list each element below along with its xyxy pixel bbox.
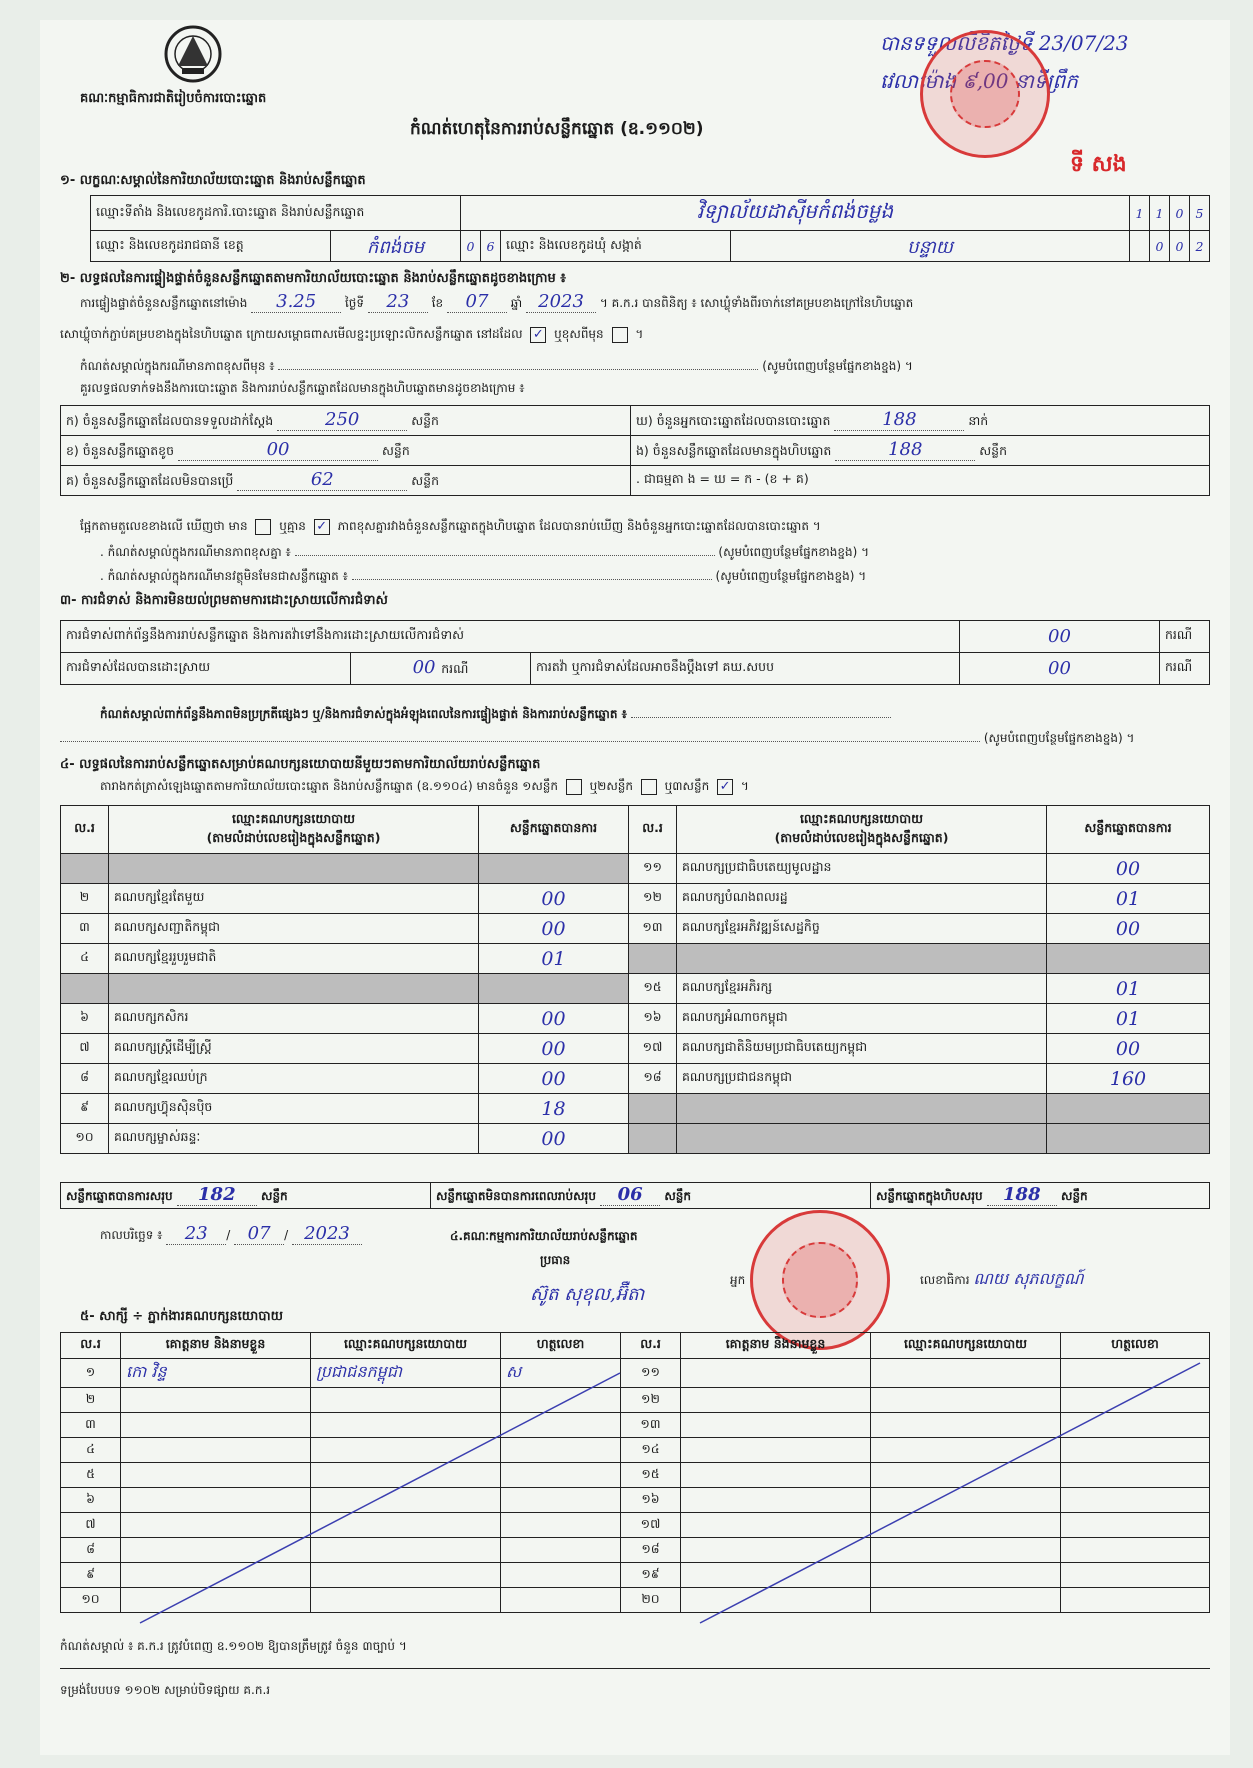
- party-no-cell: ២: [61, 884, 109, 914]
- total-box-label: សន្លឹកឆ្នោតក្នុងហិបសរុប: [876, 1189, 983, 1203]
- diff-note-suffix: (សូមបំពេញបន្ថែមផ្នែកខាងខ្នង) ។: [762, 359, 913, 373]
- resolved-label: ការជំទាស់ដែលបានដោះស្រាយ: [61, 653, 351, 685]
- party-name-cell: គណបក្សប្រជាជនកម្ពុជា: [677, 1064, 1047, 1094]
- w-col-sign-right: ហត្ថលេខា: [1061, 1333, 1210, 1359]
- objection-table: [60, 620, 1210, 685]
- form-page: [40, 20, 1230, 1755]
- col-party-left-title: ឈ្មោះគណបក្សនយោបាយ: [231, 810, 356, 826]
- witness-no-cell: ១៣: [621, 1413, 681, 1438]
- note-object-suffix: (សូមបំពេញបន្ថែមផ្នែកខាងខ្នង) ។: [715, 569, 867, 583]
- party-votes-cell: [479, 974, 629, 1004]
- province-code-1: 0: [461, 231, 481, 262]
- party-no-cell: ៨: [61, 1064, 109, 1094]
- total-box-value: 188: [987, 1185, 1057, 1206]
- ballot-count-table: [60, 405, 1210, 496]
- party-votes-cell: 01: [1047, 974, 1210, 1004]
- table-row: [61, 944, 1210, 974]
- section5-title: ៥- សាក្សី ÷ ភ្នាក់ងារគណបក្សនយោបាយ: [80, 1309, 283, 1324]
- two-sheet-checkbox[interactable]: [641, 779, 657, 795]
- total-invalid-value: 06: [600, 1185, 660, 1206]
- col-votes-right: សន្លឹកឆ្នោតបានការ: [1047, 806, 1210, 854]
- three-sheet-checkbox[interactable]: ✓: [717, 779, 733, 795]
- station-code-3: 0: [1170, 196, 1190, 231]
- party-votes-cell: 00: [1047, 854, 1210, 884]
- party-votes-cell: 00: [479, 1124, 629, 1154]
- note-object-line: [100, 568, 866, 586]
- party-name-cell: គណបក្សស្ត្រីដើម្បីស្ត្រី: [109, 1034, 479, 1064]
- two-sheet-label: ឬ២សន្លឹក: [589, 779, 634, 793]
- party-votes-cell: 01: [479, 944, 629, 974]
- witness-no-cell: ៩: [61, 1563, 121, 1588]
- party-votes-cell: [479, 854, 629, 884]
- tally-sheets-label: តារាងកត់ត្រាសំឡេងឆ្នោតតាមការិយាល័យបោះឆ្នោត និងរាប់សន្លឹកឆ្នោត (ឧ.១១០៤) មានចំនួន ១សន្លឹក: [100, 779, 558, 793]
- table-row: [61, 884, 1210, 914]
- table-row: [61, 1034, 1210, 1064]
- party-name-cell: គណបក្សហ៊្វុនស៊ិនប៉ិច: [109, 1094, 479, 1124]
- table-row: [61, 1004, 1210, 1034]
- note-diff-label: . កំណត់សម្គាល់ក្នុងករណីមានភាពខុសគ្នា ៖: [100, 545, 291, 559]
- resolved-value: [351, 653, 531, 685]
- party-votes-cell: [1047, 1094, 1210, 1124]
- col-party-right: [677, 806, 1047, 854]
- note-diff-suffix: (សូមបំពេញបន្ថែមផ្នែកខាងខ្នង) ។: [718, 545, 869, 559]
- same-checkbox[interactable]: ✓: [530, 327, 546, 343]
- party-no-cell: ៤: [61, 944, 109, 974]
- count-d: [631, 406, 1210, 436]
- station-code-2: 1: [1150, 196, 1170, 231]
- province-code-2: 6: [481, 231, 501, 262]
- party-votes-cell: 01: [1047, 884, 1210, 914]
- footnote: កំណត់សម្គាល់ ៖ គ.ក.រ ត្រូវបំពេញ ឧ.១១០២ ឱ្យបានត្រឹមត្រូវ ចំនួន ៣ច្បាប់ ។: [60, 1639, 407, 1653]
- party-no-cell: ៣: [61, 914, 109, 944]
- chair-label: ប្រធាន: [540, 1253, 571, 1267]
- party-votes-cell: [1047, 944, 1210, 974]
- count-c-value: 62: [237, 470, 407, 491]
- party-no-cell: ១៥: [629, 974, 677, 1004]
- tally-sheets-line: តារាងកត់ត្រាសំឡេងឆ្នោតតាមការិយាល័យបោះឆ្នោត និងរាប់សន្លឹកឆ្នោត (ឧ.១១០៤) មានចំនួន ១សន្លឹក ឬ២សន្លឹក ឬ៣សន្លឹក ✓ ។: [100, 778, 749, 794]
- count-a: [61, 406, 631, 436]
- table-row: [61, 914, 1210, 944]
- province-value: កំពង់ចម: [366, 237, 425, 258]
- party-no-cell: [629, 944, 677, 974]
- party-name-cell: [677, 1124, 1047, 1154]
- objection-value: 00: [960, 621, 1160, 653]
- party-results-table: [60, 805, 1210, 1154]
- section2-title: ២- លទ្ធផលនៃការផ្ទៀងផ្ទាត់ចំនួនសន្លឹកឆ្នោតតាមការិយាល័យបោះឆ្នោត និងរាប់សន្លឹកឆ្នោតដូចខាងក្រោម ៖: [60, 271, 566, 286]
- col-votes-left: សន្លឹកឆ្នោតបានការ: [479, 806, 629, 854]
- diff-check-label: ផ្អែកតាមតួលេខខាងលើ ឃើញថា មាន: [80, 519, 248, 533]
- witness-party-cell: ប្រជាជនកម្ពុជា: [311, 1359, 501, 1388]
- witness-no-cell: ១៧: [621, 1513, 681, 1538]
- party-name-cell: គណបក្សខ្មែររួបរួមជាតិ: [109, 944, 479, 974]
- received-note: បានទទួលលិខិតថ្ងៃទី 23/07/23: [880, 31, 1129, 55]
- changed-checkbox[interactable]: [612, 327, 628, 343]
- party-name-cell: គណបក្សសញ្ជាតិកម្ពុជា: [109, 914, 479, 944]
- w-col-party-right: ឈ្មោះគណបក្សនយោបាយ: [871, 1333, 1061, 1359]
- party-name-cell: គណបក្សម្ចាស់ឆន្ទៈ: [109, 1124, 479, 1154]
- commune-code-1: 0: [1150, 231, 1170, 262]
- party-name-cell: គណបក្សប្រជាធិបតេយ្យមូលដ្ឋាន: [677, 854, 1047, 884]
- party-no-cell: ១៧: [629, 1034, 677, 1064]
- station-code-4: 5: [1190, 196, 1210, 231]
- col-party-right-sub: (តាមលំដាប់លេខរៀងក្នុងសន្លឹកឆ្នោត): [774, 829, 949, 845]
- count-formula: . ជាធម្មតា ង = ឃ = ក - (ខ + គ): [631, 466, 1210, 496]
- count-b-label: ខ) ចំនួនសន្លឹកឆ្នោតខូច: [66, 442, 175, 458]
- witness-strike-lines: [60, 1358, 1210, 1628]
- party-no-cell: ១០: [61, 1124, 109, 1154]
- section3-title: ៣- ការជំទាស់ និងការមិនយល់ព្រមតាមការដោះស្រាយលើការជំទាស់: [60, 593, 388, 608]
- party-no-cell: ៧: [61, 1034, 109, 1064]
- province-label-text: ឈ្មោះ និងលេខកូដរាជធានី ខេត្ត: [91, 231, 331, 261]
- count-e-unit: សន្លឹក: [979, 442, 1008, 458]
- party-name-cell: គណបក្សខ្មែរអភិវឌ្ឍន៍សេដ្ឋកិច្ច: [677, 914, 1047, 944]
- table-row: [61, 1064, 1210, 1094]
- party-no-cell: [61, 974, 109, 1004]
- station-table: [90, 195, 1210, 262]
- party-votes-cell: 00: [479, 1004, 629, 1034]
- party-no-cell: ១៣: [629, 914, 677, 944]
- witness-no-cell: ១៥: [621, 1463, 681, 1488]
- party-no-cell: ៩: [61, 1094, 109, 1124]
- count-d-unit: នាក់: [968, 412, 989, 428]
- verify-month: 07: [447, 292, 507, 313]
- party-name-cell: គណបក្សអំណាចកម្ពុជា: [677, 1004, 1047, 1034]
- table-row: [61, 1094, 1210, 1124]
- witness-no-cell: ៣: [61, 1413, 121, 1438]
- appeal-unit: ករណី: [1160, 653, 1210, 685]
- party-votes-cell: 00: [479, 884, 629, 914]
- total-invalid-label: សន្លឹកឆ្នោតមិនបានការពេលរាប់សរុប: [436, 1189, 596, 1203]
- counting-committee-label: ៤.គណៈកម្មការការិយាល័យរាប់សន្លឹកឆ្នោត: [450, 1229, 638, 1243]
- commune-code-2: 0: [1170, 231, 1190, 262]
- total-box-unit: សន្លឹក: [1061, 1189, 1088, 1203]
- party-no-cell: ១៦: [629, 1004, 677, 1034]
- appeal-value: 00: [960, 653, 1160, 685]
- w-col-name-right: គោត្តនាម និងនាមខ្លួន: [681, 1333, 871, 1359]
- date-day: 23: [166, 1224, 226, 1245]
- col-party-left-sub: (តាមលំដាប់លេខរៀងក្នុងសន្លឹកឆ្នោត): [206, 829, 381, 845]
- irregularity-note-label: កំណត់សម្គាល់ពាក់ព័ន្ធនឹងភាពមិនប្រក្រតីផ្សេងៗ ឬ/និងការជំទាស់ក្នុងអំឡុងពេលនៃការផ្ទៀងផ្ទាត់ និងការរាប់សន្លឹកឆ្នោត ៖: [100, 707, 627, 721]
- verify-day: 23: [368, 292, 428, 313]
- total-valid-label: សន្លឹកឆ្នោតបានការសរុប: [66, 1189, 173, 1203]
- verify-day-label: ថ្ងៃទី: [345, 296, 365, 310]
- party-name-cell: គណបក្សខ្មែរឈប់ក្រ: [109, 1064, 479, 1094]
- resolved-unit: ករណី: [441, 661, 469, 676]
- count-a-label: ក) ចំនួនសន្លឹកឆ្នោតដែលបានទទួលដាក់ស្តែង: [66, 412, 274, 428]
- form-title: កំណត់ហេតុនៃការរាប់សន្លឹកឆ្នោត (ឧ.១១០២): [410, 119, 704, 139]
- received-time-note: វេលាម៉ោង ៩,00 នាទីព្រឹក: [880, 69, 1078, 93]
- party-no-cell: ១១: [629, 854, 677, 884]
- col-no-right: ល.រ: [629, 806, 677, 854]
- resolved-value-text: 00: [412, 657, 436, 678]
- witness-no-cell: ៥: [61, 1463, 121, 1488]
- official-stamp-top: [920, 30, 1050, 158]
- count-b: [61, 436, 631, 466]
- count-a-value: 250: [277, 410, 407, 431]
- member-label: អ្នក: [730, 1273, 746, 1287]
- footer-text: ទម្រង់បែបបទ ១១០២ សម្រាប់បិទផ្សាយ គ.ក.រ: [60, 1683, 271, 1697]
- witness-no-cell: ១៤: [621, 1438, 681, 1463]
- party-no-cell: [629, 1124, 677, 1154]
- col-no-left: ល.រ: [61, 806, 109, 854]
- party-no-cell: ១២: [629, 884, 677, 914]
- irregularity-line2: [60, 730, 1134, 748]
- party-name-cell: គណបក្សបំណងពលរដ្ឋ: [677, 884, 1047, 914]
- total-invalid-unit: សន្លឹក: [664, 1189, 692, 1203]
- total-box: [871, 1183, 1210, 1209]
- diff-note-line: [80, 358, 913, 376]
- official-stamp-bottom: [750, 1210, 890, 1350]
- witness-name-cell: កោ វិន្ទ: [121, 1359, 311, 1388]
- secretary-signature: ណយ សុភលក្ខណ៍: [973, 1269, 1084, 1288]
- count-c: [61, 466, 631, 496]
- party-name-cell: គណបក្សខ្មែរតែមួយ: [109, 884, 479, 914]
- secretary-block: [920, 1268, 1084, 1292]
- date-month: 07: [234, 1224, 284, 1245]
- appeal-label: ការតវ៉ា ឬការជំទាស់ដែលអាចនឹងប្តឹងទៅ គឃ.សបប: [531, 653, 960, 685]
- commune-value: បន្ទាយ: [907, 237, 953, 258]
- footer-rule: [60, 1668, 1210, 1669]
- party-votes-cell: 00: [1047, 1034, 1210, 1064]
- witness-no-cell: ១: [61, 1359, 121, 1388]
- witness-no-cell: ៤: [61, 1438, 121, 1463]
- count-e: [631, 436, 1210, 466]
- total-valid-unit: សន្លឹក: [261, 1189, 288, 1203]
- witness-no-cell: ២០: [621, 1588, 681, 1613]
- total-valid: [61, 1183, 431, 1209]
- diff-check-line: [80, 518, 821, 536]
- date-year: 2023: [292, 1224, 362, 1245]
- station-value: វិទ្យាល័យដាស៊ីមកំពង់ចម្លង: [461, 196, 1130, 231]
- count-d-label: ឃ) ចំនួនអ្នកបោះឆ្នោតដែលបានបោះឆ្នោត: [636, 412, 831, 428]
- verify-year-label: ឆ្នាំ: [510, 296, 523, 310]
- total-valid-value: 182: [177, 1185, 257, 1206]
- col-party-right-title: ឈ្មោះគណបក្សនយោបាយ: [799, 810, 924, 826]
- verify-lock-text: ។ គ.ក.រ បានពិនិត្យ ៖ សោឃ្លុំទាំងពីរចាក់នៅគម្របខាងក្រៅនៃហិបឆ្នោត: [599, 296, 914, 310]
- count-e-label: ង) ចំនួនសន្លឹកឆ្នោតដែលមានក្នុងហិបឆ្នោត: [636, 442, 832, 458]
- table-row: [61, 974, 1210, 1004]
- chair-signature: ស៊ូត សុខុល,អ៊ឺតា: [530, 1284, 645, 1305]
- no-diff-checkbox[interactable]: ✓: [314, 519, 330, 535]
- diff-check-desc: ភាពខុសគ្នារវាងចំនួនសន្លឹកឆ្នោតក្នុងហិបឆ្នោត ដែលបានរាប់ឃើញ និងចំនួនអ្នកបោះឆ្នោតដែលបានបោះឆ្នោត ។: [337, 519, 821, 533]
- party-name-cell: [109, 854, 479, 884]
- no-diff-label: ឬគ្មាន: [279, 519, 306, 533]
- secretary-label: លេខាធិការ: [920, 1273, 970, 1287]
- note-object-label: . កំណត់សម្គាល់ក្នុងករណីមានវត្ថុមិនមែនជាសន្លឹកឆ្នោត ៖: [100, 569, 348, 583]
- w-col-no-left: ល.រ: [61, 1333, 121, 1359]
- station-label: ឈ្មោះទីតាំង និងលេខកូដការិ.បោះឆ្នោត និងរាប់សន្លឹកឆ្នោត: [91, 196, 461, 231]
- party-votes-cell: 160: [1047, 1064, 1210, 1094]
- note-diff-line: [100, 544, 869, 562]
- changed-label: ឬខុសពីមុន: [554, 327, 604, 341]
- total-invalid: [431, 1183, 871, 1209]
- witness-no-cell: ៨: [61, 1538, 121, 1563]
- witness-no-cell: ១៨: [621, 1538, 681, 1563]
- party-votes-cell: [1047, 1124, 1210, 1154]
- commune-code-3: 2: [1190, 231, 1210, 262]
- count-d-value: 188: [834, 410, 964, 431]
- diff-note-label: កំណត់សម្គាល់ក្នុងករណីមានភាពខុសពីមុន ៖: [80, 359, 275, 373]
- verify-year: 2023: [526, 292, 596, 313]
- witness-no-cell: ១១: [621, 1359, 681, 1388]
- party-name-cell: គណបក្សខ្មែរអភិរក្ស: [677, 974, 1047, 1004]
- party-no-cell: ៦: [61, 1004, 109, 1034]
- col-party-left: [109, 806, 479, 854]
- party-no-cell: ១៨: [629, 1064, 677, 1094]
- party-votes-cell: 01: [1047, 1004, 1210, 1034]
- section1-title: ១- លក្ខណៈសម្គាល់នៃការិយាល័យបោះឆ្នោត និងរាប់សន្លឹកឆ្នោត: [60, 173, 366, 188]
- party-name-cell: គណបក្សកសិករ: [109, 1004, 479, 1034]
- witness-no-cell: ១៦: [621, 1488, 681, 1513]
- party-no-cell: [61, 854, 109, 884]
- w-col-name-left: គោត្តនាម និងនាមខ្លួន: [121, 1333, 311, 1359]
- date-line: កាលបរិច្ឆេទ ៖ 23 / 07 / 2023: [100, 1224, 362, 1245]
- count-e-value: 188: [835, 440, 975, 461]
- count-b-unit: សន្លឹក: [382, 442, 410, 458]
- party-votes-cell: 18: [479, 1094, 629, 1124]
- witness-no-cell: ៧: [61, 1513, 121, 1538]
- w-col-sign-left: ហត្ថលេខា: [501, 1333, 621, 1359]
- party-votes-cell: 00: [479, 914, 629, 944]
- objection-label: ការជំទាស់ពាក់ព័ន្ធនឹងការរាប់សន្លឹកឆ្នោត និងការតវ៉ាទៅនឹងការដោះស្រាយលើការជំទាស់: [61, 621, 960, 653]
- commune-label-text: ឈ្មោះ និងលេខកូដឃុំ សង្កាត់: [501, 231, 731, 261]
- count-a-unit: សន្លឹក: [411, 412, 439, 428]
- witness-no-cell: ២: [61, 1388, 121, 1413]
- count-b-value: 00: [178, 440, 378, 461]
- has-diff-checkbox[interactable]: [255, 519, 271, 535]
- results-intro: គួរលទ្ធផលទាក់ទងនឹងការបោះឆ្នោត និងការរាប់សន្លឹកឆ្នោតដែលមានក្នុងហិបឆ្នោតមានដូចខាងក្រោម ៖: [80, 381, 525, 395]
- nec-emblem: [158, 24, 228, 84]
- red-handwritten-mark: ទី សង: [1070, 152, 1127, 177]
- w-col-no-right: ល.រ: [621, 1333, 681, 1359]
- w-col-party-left: ឈ្មោះគណបក្សនយោបាយ: [311, 1333, 501, 1359]
- commune-spacer: [1130, 231, 1150, 262]
- party-votes-cell: 00: [479, 1064, 629, 1094]
- witness-no-cell: ១០: [61, 1588, 121, 1613]
- commune-label: [501, 231, 1130, 262]
- date-label: កាលបរិច្ឆេទ ៖: [100, 1228, 163, 1242]
- party-votes-cell: 00: [479, 1034, 629, 1064]
- province-label: [91, 231, 461, 262]
- party-no-cell: [629, 1094, 677, 1124]
- party-name-cell: [677, 944, 1047, 974]
- section4-title: ៤- លទ្ធផលនៃការរាប់សន្លឹកឆ្នោតសម្រាប់គណបក្សនយោបាយនីមួយៗតាមការិយាល័យរាប់សន្លឹកឆ្នោត: [60, 757, 541, 772]
- witness-no-cell: ១២: [621, 1388, 681, 1413]
- verify-month-label: ខែ: [431, 296, 444, 310]
- irregularity-note: [100, 706, 891, 724]
- lock-line-text: សោឃ្លុំចាក់ភ្ជាប់គម្របខាងក្នុងនៃហិបឆ្នោត ក្រោយសម្ពោធពាសមើលខ្នះប្រឡោះលិកសន្លឹកឆ្នោត នៅដដែល: [60, 327, 523, 341]
- verify-time: 3.25: [251, 292, 341, 313]
- count-c-label: គ) ចំនួនសន្លឹកឆ្នោតដែលមិនបានប្រើ: [66, 472, 234, 488]
- totals-table: [60, 1182, 1210, 1209]
- witness-no-cell: ១៩: [621, 1563, 681, 1588]
- verify-line: [80, 292, 1220, 313]
- verify-time-label: ការផ្ទៀងផ្ទាត់ចំនួនសន្លឹកឆ្នោតនៅម៉ោង: [80, 296, 248, 310]
- party-name-cell: [677, 1094, 1047, 1124]
- station-code-1: 1: [1130, 196, 1150, 231]
- irregularity-suffix: (សូមបំពេញបន្ថែមផ្នែកខាងខ្នង) ។: [983, 731, 1135, 745]
- one-sheet-checkbox[interactable]: [566, 779, 582, 795]
- objection-unit: ករណី: [1160, 621, 1210, 653]
- committee-name: គណៈកម្មាធិការជាតិរៀបចំការបោះឆ្នោត: [80, 91, 267, 106]
- count-c-unit: សន្លឹក: [411, 472, 440, 488]
- table-row: [61, 1124, 1210, 1154]
- witness-sign-cell: ស: [501, 1359, 621, 1388]
- lock-line: សោឃ្លុំចាក់ភ្ជាប់គម្របខាងក្នុងនៃហិបឆ្នោត ក្រោយសម្ពោធពាសមើលខ្នះប្រឡោះលិកសន្លឹកឆ្នោត នៅដដែល ✓ ឬខុសពីមុន ។: [60, 326, 644, 342]
- party-votes-cell: 00: [1047, 914, 1210, 944]
- party-name-cell: [109, 974, 479, 1004]
- table-row: [61, 854, 1210, 884]
- witness-no-cell: ៦: [61, 1488, 121, 1513]
- party-name-cell: គណបក្សជាតិនិយមប្រជាធិបតេយ្យកម្ពុជា: [677, 1034, 1047, 1064]
- three-sheet-label: ឬ៣សន្លឹក: [664, 779, 710, 793]
